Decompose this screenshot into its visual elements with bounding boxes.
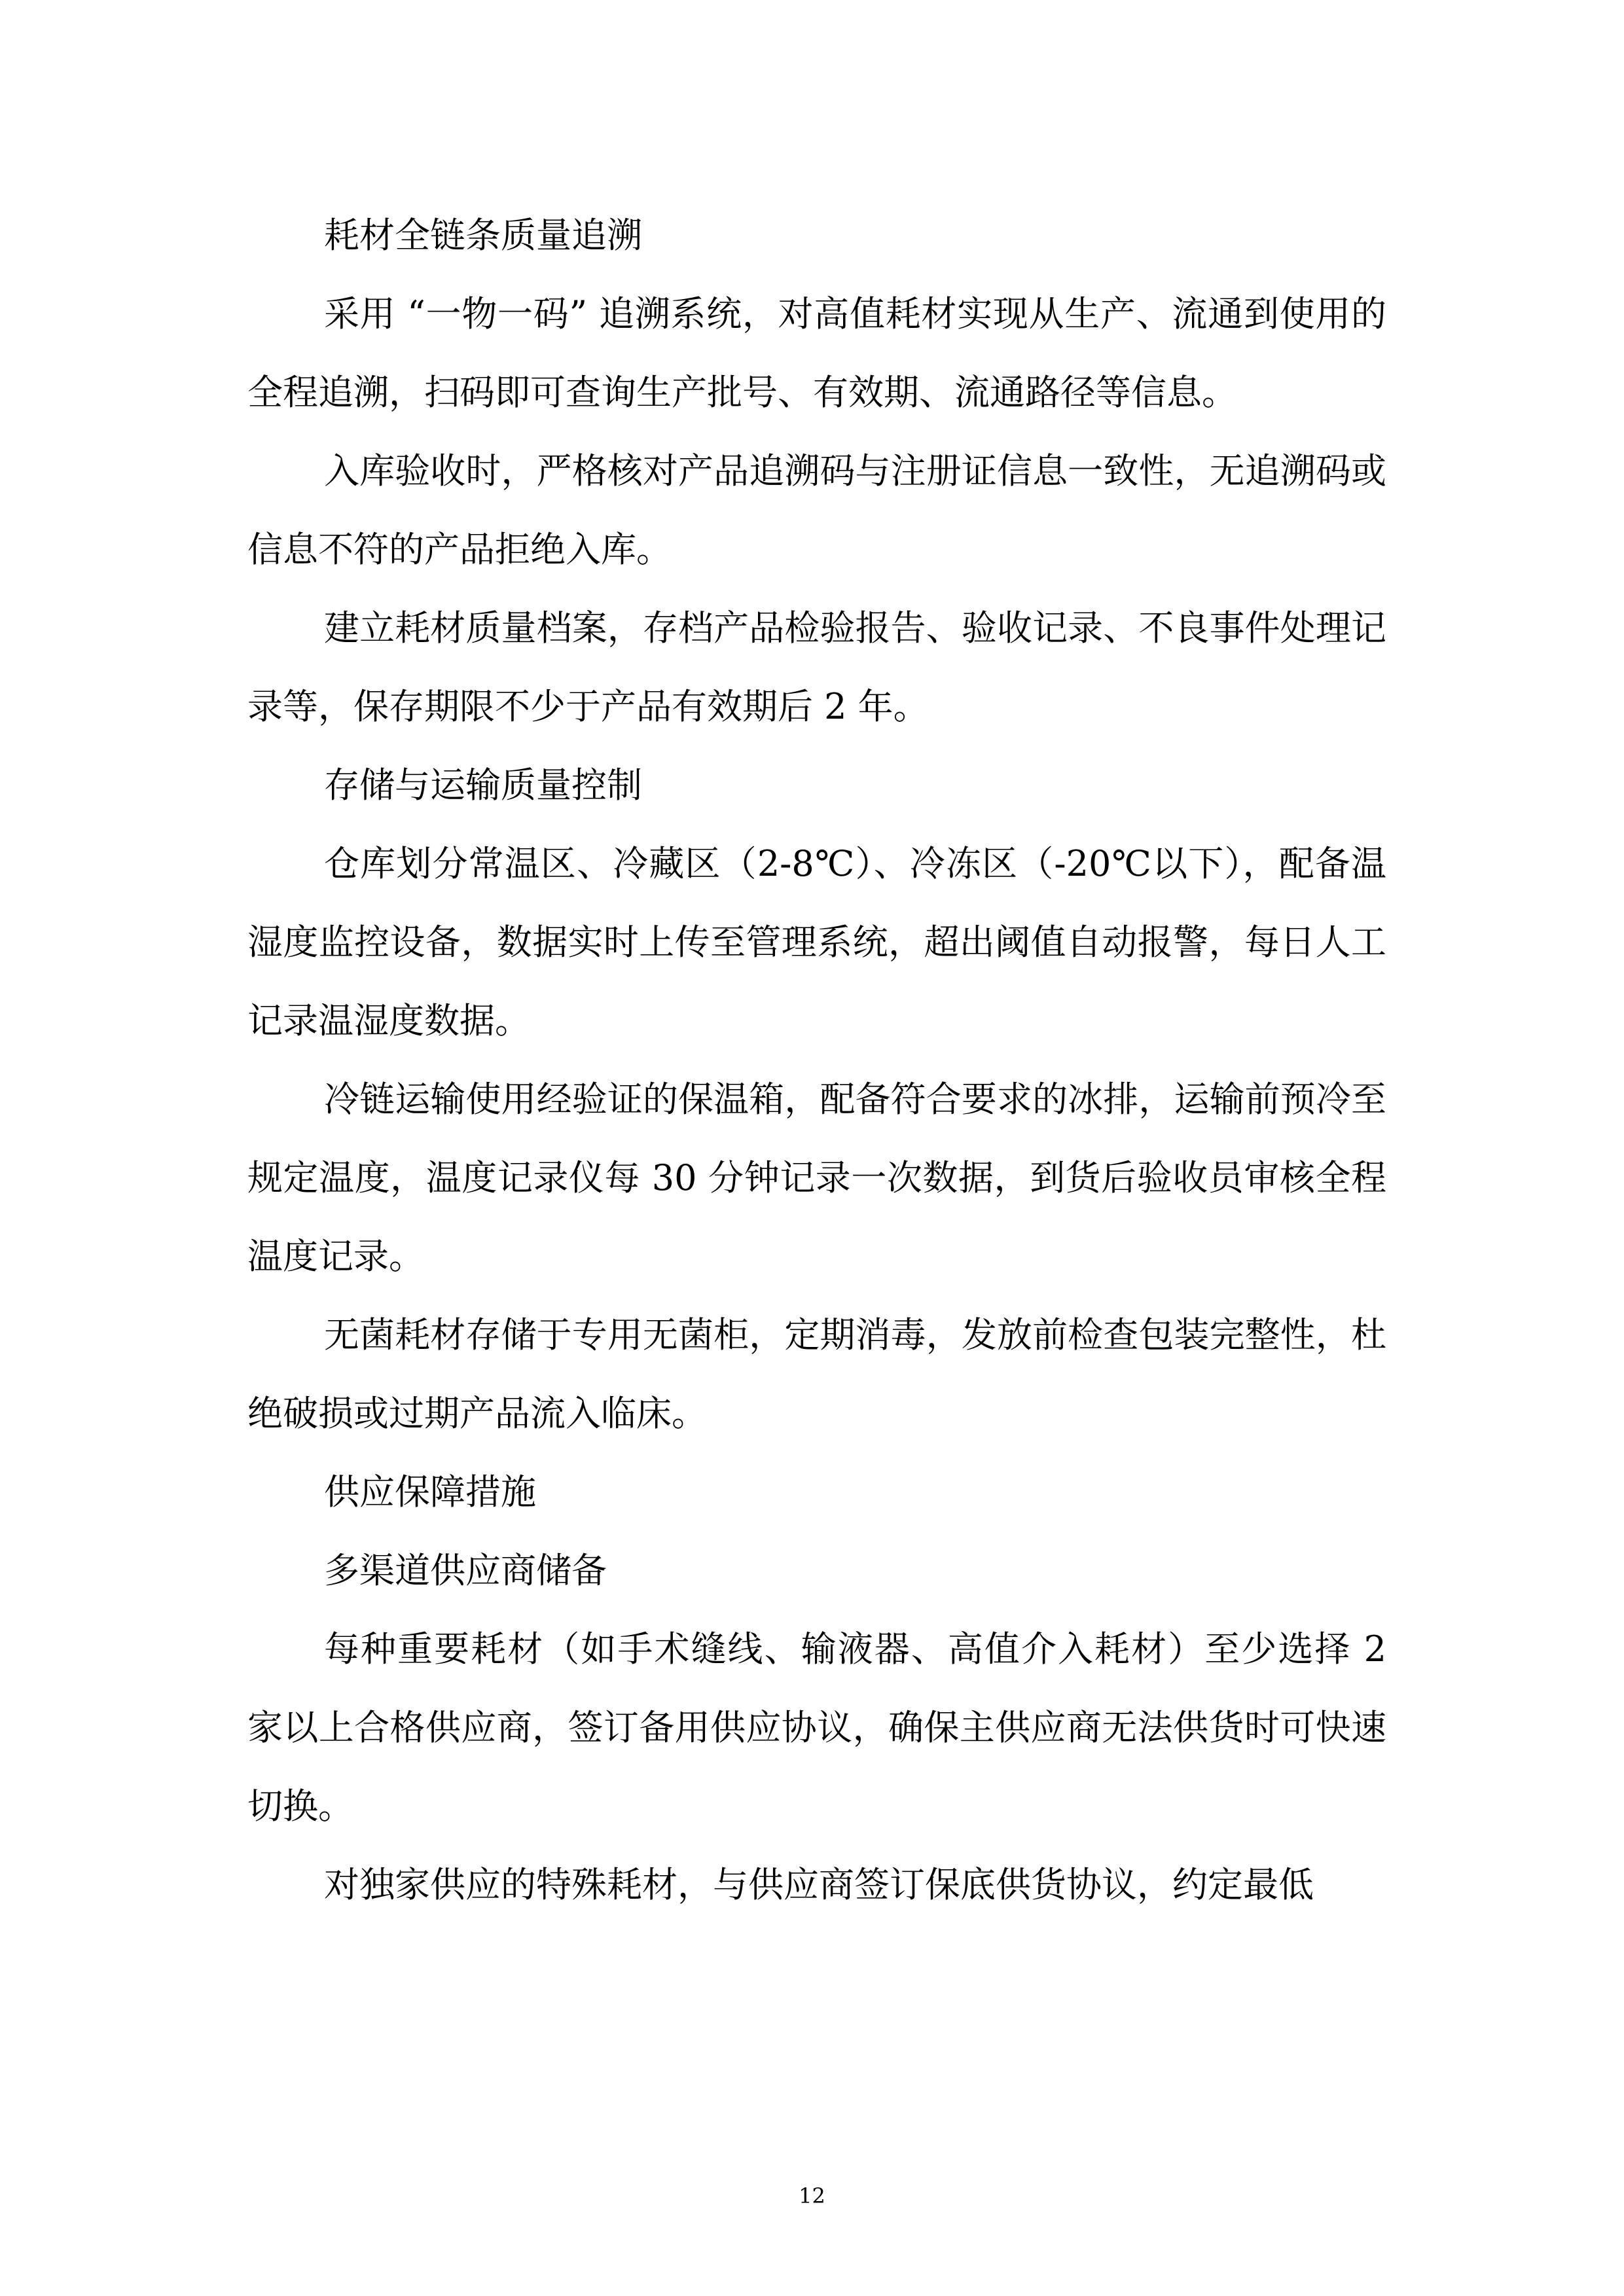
page-number: 12 [799, 2183, 825, 2208]
section-heading-supply-assurance: 供应保障措施 [324, 1471, 536, 1513]
document-body [247, 196, 1386, 1924]
section-heading-traceability: 耗材全链条质量追溯 [324, 215, 642, 256]
paragraph-inbound-acceptance: 入库验收时，严格核对产品追溯码与注册证信息一致性，无追溯码或信息不符的产品拒绝入库。 [247, 450, 1386, 570]
paragraph-warehouse-zones: 仓库划分常温区、冷藏区（2-8℃）、冷冻区（-20℃以下），配备温湿度监控设备，数据实时上传至管理系统，超出阈值自动报警，每日人工记录温湿度数据。 [247, 843, 1386, 1041]
section-heading-storage-transport: 存储与运输质量控制 [324, 764, 642, 806]
paragraph-sterile-storage: 无菌耗材存储于专用无菌柜，定期消毒，发放前检查包装完整性，杜绝破损或过期产品流入临床。 [247, 1314, 1386, 1434]
paragraph-backup-suppliers: 每种重要耗材（如手术缝线、输液器、高值介入耗材）至少选择 2 家以上合格供应商，签订备用供应协议，确保主供应商无法供货时可快速切换。 [247, 1628, 1386, 1827]
subsection-heading-multi-supplier: 多渠道供应商储备 [324, 1550, 607, 1591]
paragraph-quality-archive: 建立耗材质量档案，存档产品检验报告、验收记录、不良事件处理记录等，保存期限不少于产品有效期后 2 年。 [247, 607, 1386, 727]
paragraph-exclusive-supply: 对独家供应的特殊耗材，与供应商签订保底供货协议，约定最低 [324, 1864, 1314, 1905]
paragraph-one-item-one-code: 采用 “一物一码” 追溯系统，对高值耗材实现从生产、流通到使用的全程追溯，扫码即可查询生产批号、有效期、流通路径等信息。 [247, 293, 1386, 413]
paragraph-cold-chain: 冷链运输使用经验证的保温箱，配备符合要求的冰排，运输前预冷至规定温度，温度记录仪每 30 分钟记录一次数据，到货后验收员审核全程温度记录。 [247, 1079, 1386, 1277]
